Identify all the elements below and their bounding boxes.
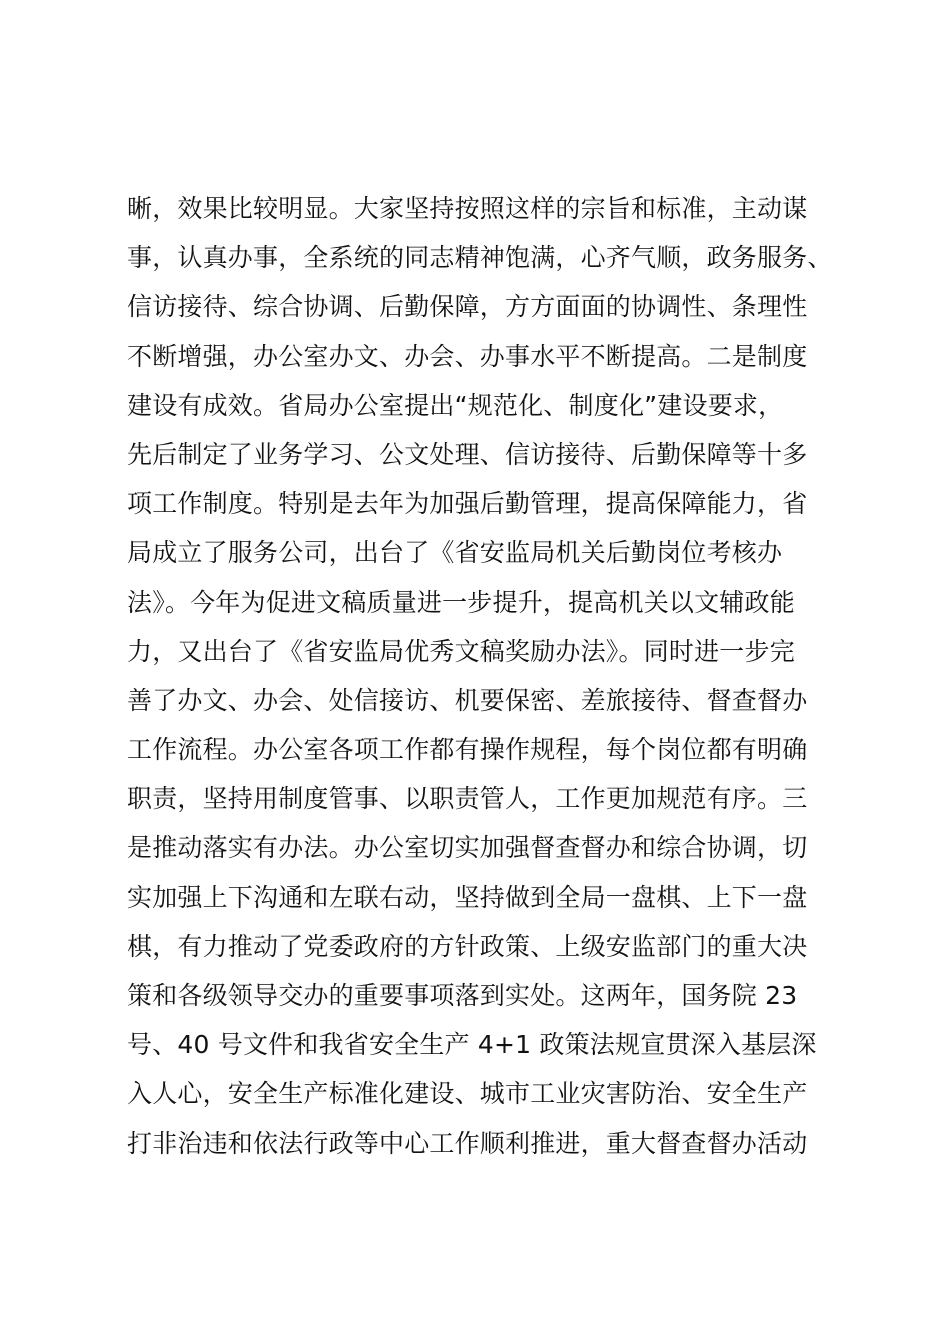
text-line: 是推动落实有办法。办公室切实加强督查督办和综合协调，切 xyxy=(127,833,808,863)
text-line: 策和各级领导交办的重要事项落到实处。这两年，国务院 23 xyxy=(127,981,798,1010)
body-text xyxy=(127,184,847,1168)
text-line: 项工作制度。特别是去年为加强后勤管理，提高保障能力，省 xyxy=(127,489,808,519)
text-line: 信访接待、综合协调、后勤保障，方方面面的协调性、条理性 xyxy=(127,292,808,322)
text-line: 局成立了服务公司，出台了《省安监局机关后勤岗位考核办 xyxy=(127,538,783,568)
text-line: 事，认真办事，全系统的同志精神饱满，心齐气顺，政务服务、 xyxy=(127,243,833,273)
text-line: 打非治违和依法行政等中心工作顺利推进，重大督查督办活动 xyxy=(127,1128,808,1158)
text-line: 建设有成效。省局办公室提出“规范化、制度化”建设要求， xyxy=(127,390,784,420)
text-line: 棋，有力推动了党委政府的方针政策、上级安监部门的重大决 xyxy=(127,931,808,961)
text-line: 实加强上下沟通和左联右动，坚持做到全局一盘棋、上下一盘 xyxy=(127,882,808,912)
text-line: 先后制定了业务学习、公文处理、信访接待、后勤保障等十多 xyxy=(127,439,808,469)
text-line: 力，又出台了《省安监局优秀文稿奖励办法》。同时进一步完 xyxy=(127,636,795,666)
text-line: 入人心，安全生产标准化建设、城市工业灾害防治、安全生产 xyxy=(127,1079,808,1109)
text-line: 不断增强，办公室办文、办会、办事水平不断提高。二是制度 xyxy=(127,341,808,371)
text-line: 工作流程。办公室各项工作都有操作规程，每个岗位都有明确 xyxy=(127,735,808,765)
text-line: 法》。今年为促进文稿质量进一步提升，提高机关以文辅政能 xyxy=(127,587,795,617)
text-line: 晰，效果比较明显。大家坚持按照这样的宗旨和标准，主动谋 xyxy=(127,194,808,223)
text-line: 职责，坚持用制度管事、以职责管人，工作更加规范有序。三 xyxy=(127,784,808,814)
text-line: 善了办文、办会、处信接访、机要保密、差旅接待、督查督办 xyxy=(127,685,808,715)
text-line: 号、40 号文件和我省安全生产 4+1 政策法规宣贯深入基层深 xyxy=(127,1030,817,1060)
